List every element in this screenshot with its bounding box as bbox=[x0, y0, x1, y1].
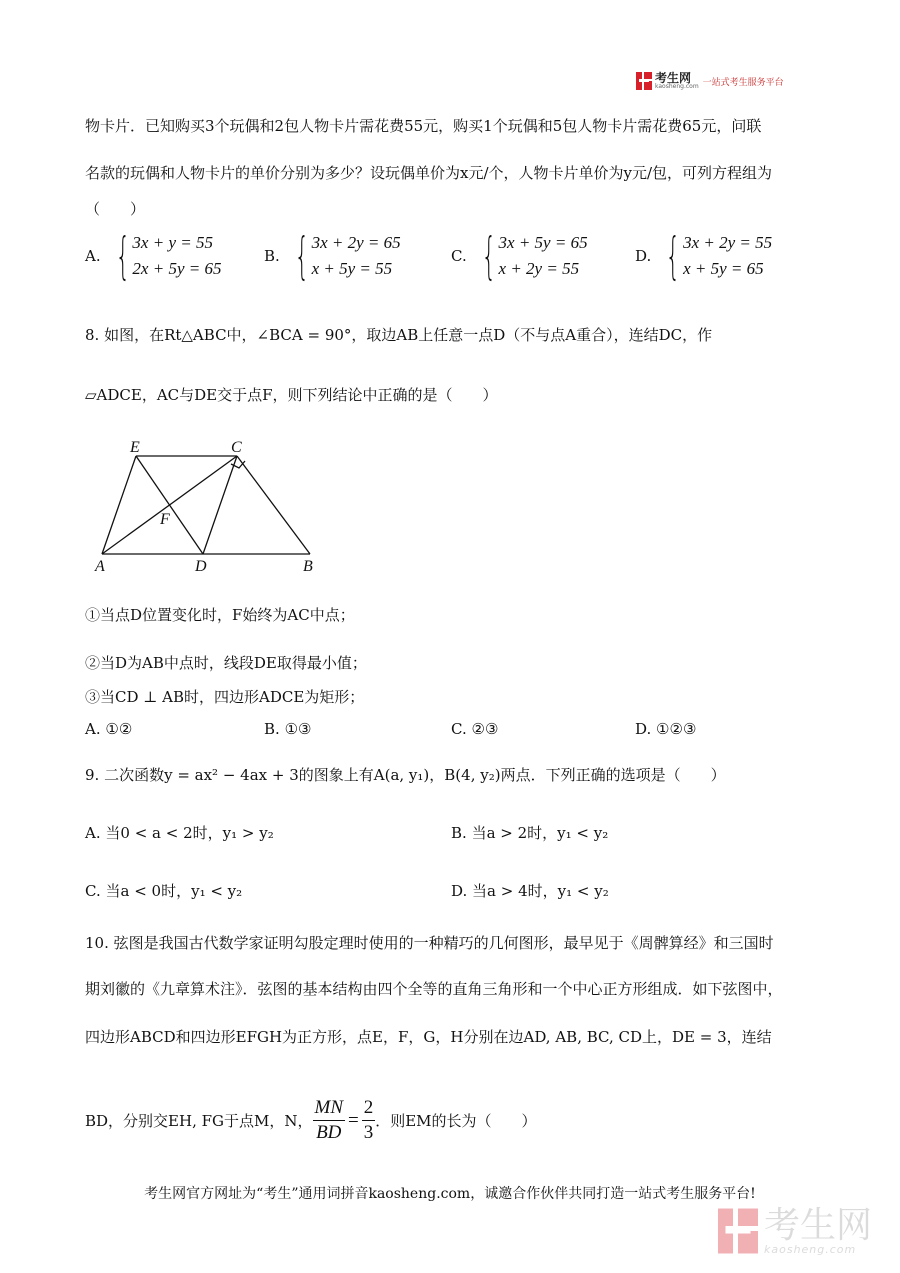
option-label: C. bbox=[451, 247, 467, 265]
q10-line4a: BD，分别交EH, FG于点M，N， bbox=[85, 1112, 313, 1130]
option-label: D. bbox=[451, 882, 468, 900]
segment-ae bbox=[102, 456, 136, 554]
watermark-domain: kaosheng.com bbox=[764, 1242, 857, 1256]
q8-statement-3: ③当CD ⊥ AB时，四边形ADCE为矩形； bbox=[85, 688, 365, 706]
option-label: C. bbox=[85, 882, 101, 900]
label-e: E bbox=[130, 439, 140, 456]
option-text: ①②③ bbox=[656, 720, 697, 738]
watermark-brand: 考生网 bbox=[764, 1204, 873, 1246]
header-brand: 考生网 bbox=[655, 71, 692, 85]
q7-option-b[interactable] bbox=[264, 227, 401, 285]
option-text: ①② bbox=[105, 720, 133, 738]
label-d: D bbox=[195, 558, 207, 575]
option-text: 当a > 2时，y₁ < y₂ bbox=[471, 824, 609, 842]
q8-line1: 8. 如图，在Rt△ABC中，∠BCA = 90°，取边AB上任意一点D（不与点A重合），连结DC，作 bbox=[85, 326, 713, 344]
kaosheng-logo-icon bbox=[636, 72, 652, 90]
q9-option-a[interactable] bbox=[85, 822, 274, 843]
header-logo bbox=[636, 72, 784, 90]
label-a: A bbox=[95, 558, 105, 575]
q9-stem: 9. 二次函数y = ax² − 4ax + 3的图象上有A(a, y₁)，B(4, y₂)两点．下列正确的选项是（ ） bbox=[85, 766, 726, 784]
q7-option-c[interactable] bbox=[451, 227, 588, 285]
equation: 3x + 5y = 65 bbox=[498, 233, 588, 252]
equation: 3x + y = 55 bbox=[132, 233, 213, 252]
segment-cb bbox=[237, 456, 310, 554]
option-label: B. bbox=[264, 720, 280, 738]
fraction-denominator: BD bbox=[316, 1122, 342, 1143]
q8-line2: ▱ADCE，AC与DE交于点F，则下列结论中正确的是（ ） bbox=[85, 386, 498, 404]
fraction-numerator: MN bbox=[313, 1096, 346, 1121]
option-text: 当a < 0时，y₁ < y₂ bbox=[105, 882, 243, 900]
option-label: C. bbox=[451, 720, 467, 738]
q8-option-b[interactable] bbox=[264, 720, 311, 738]
option-label: D. bbox=[635, 247, 652, 265]
q7-line1: 物卡片．已知购买3个玩偶和2包人物卡片需花费55元，购买1个玩偶和5包人物卡片需花费65元，问联 bbox=[85, 117, 762, 135]
footer-text: 考生网官方网址为“考生”通用词拼音kaosheng.com，诚邀合作伙伴共同打造一站式考生服务平台! bbox=[144, 1186, 756, 1202]
equation: x + 5y = 55 bbox=[311, 259, 393, 278]
option-label: A. bbox=[85, 824, 101, 842]
q7-option-a[interactable] bbox=[85, 227, 222, 285]
equation: 3x + 2y = 55 bbox=[683, 233, 773, 252]
q10-line4 bbox=[85, 1096, 537, 1145]
header-domain: kaosheng.com bbox=[655, 83, 699, 90]
brace-icon: { bbox=[115, 227, 130, 285]
q8-option-c[interactable] bbox=[451, 720, 498, 738]
q9-option-d[interactable] bbox=[451, 880, 609, 901]
option-label: B. bbox=[264, 247, 280, 265]
fraction-two-thirds bbox=[362, 1096, 376, 1145]
brace-icon: { bbox=[666, 227, 681, 285]
q8-statement-2: ②当D为AB中点时，线段DE取得最小值； bbox=[85, 654, 367, 672]
equation: x + 5y = 65 bbox=[683, 259, 764, 278]
option-label: A. bbox=[85, 247, 101, 265]
brace-icon: { bbox=[294, 227, 309, 285]
option-label: A. bbox=[85, 720, 101, 738]
option-text: 当0 < a < 2时，y₁ > y₂ bbox=[105, 824, 274, 842]
q10-line1: 10. 弦图是我国古代数学家证明勾股定理时使用的一种精巧的几何图形，最早见于《周髀算经》和三国时 bbox=[85, 934, 774, 952]
segment-ed bbox=[136, 456, 203, 554]
brace-icon: { bbox=[481, 227, 496, 285]
option-label: B. bbox=[451, 824, 467, 842]
q9-option-b[interactable] bbox=[451, 822, 608, 843]
q8-option-d[interactable] bbox=[635, 720, 696, 738]
watermark bbox=[718, 1206, 872, 1256]
q10-line4b: ．则EM的长为（ ） bbox=[375, 1112, 537, 1130]
label-f: F bbox=[160, 511, 170, 528]
q7-option-d[interactable] bbox=[635, 227, 773, 285]
label-b: B bbox=[303, 558, 313, 575]
q9-option-c[interactable] bbox=[85, 880, 242, 901]
header-slogan: 一站式考生服务平台 bbox=[702, 77, 784, 88]
equation: 3x + 2y = 65 bbox=[311, 233, 401, 252]
equation: x + 2y = 55 bbox=[498, 259, 580, 278]
q7-line2: 名款的玩偶和人物卡片的单价分别为多少？设玩偶单价为x元/个，人物卡片单价为y元/包，可列方程组为 bbox=[85, 164, 773, 182]
option-text: ①③ bbox=[284, 720, 312, 738]
q7-paren: （ ） bbox=[85, 200, 146, 218]
equation: 2x + 5y = 65 bbox=[132, 259, 222, 278]
option-label: D. bbox=[635, 720, 652, 738]
segment-cd bbox=[203, 456, 237, 554]
q8-figure bbox=[90, 436, 330, 576]
q8-statement-1: ①当点D位置变化时，F始终为AC中点； bbox=[85, 606, 355, 624]
fraction-numerator: 2 bbox=[362, 1096, 376, 1121]
option-text: ②③ bbox=[471, 720, 499, 738]
fraction-denominator: 3 bbox=[363, 1122, 374, 1143]
q10-line2: 期刘徽的《九章算术注》．弦图的基本结构由四个全等的直角三角形和一个中心正方形组成．如下弦图中， bbox=[85, 980, 783, 998]
equals-sign: = bbox=[348, 1109, 359, 1131]
watermark-logo-icon bbox=[718, 1206, 758, 1256]
q8-option-a[interactable] bbox=[85, 720, 132, 738]
q10-line3: 四边形ABCD和四边形EFGH为正方形，点E，F，G，H分别在边AD, AB, BC, CD上，DE = 3，连结 bbox=[85, 1028, 772, 1046]
fraction-mn-bd bbox=[313, 1096, 346, 1145]
label-c: C bbox=[231, 439, 242, 456]
option-text: 当a > 4时，y₁ < y₂ bbox=[472, 882, 609, 900]
